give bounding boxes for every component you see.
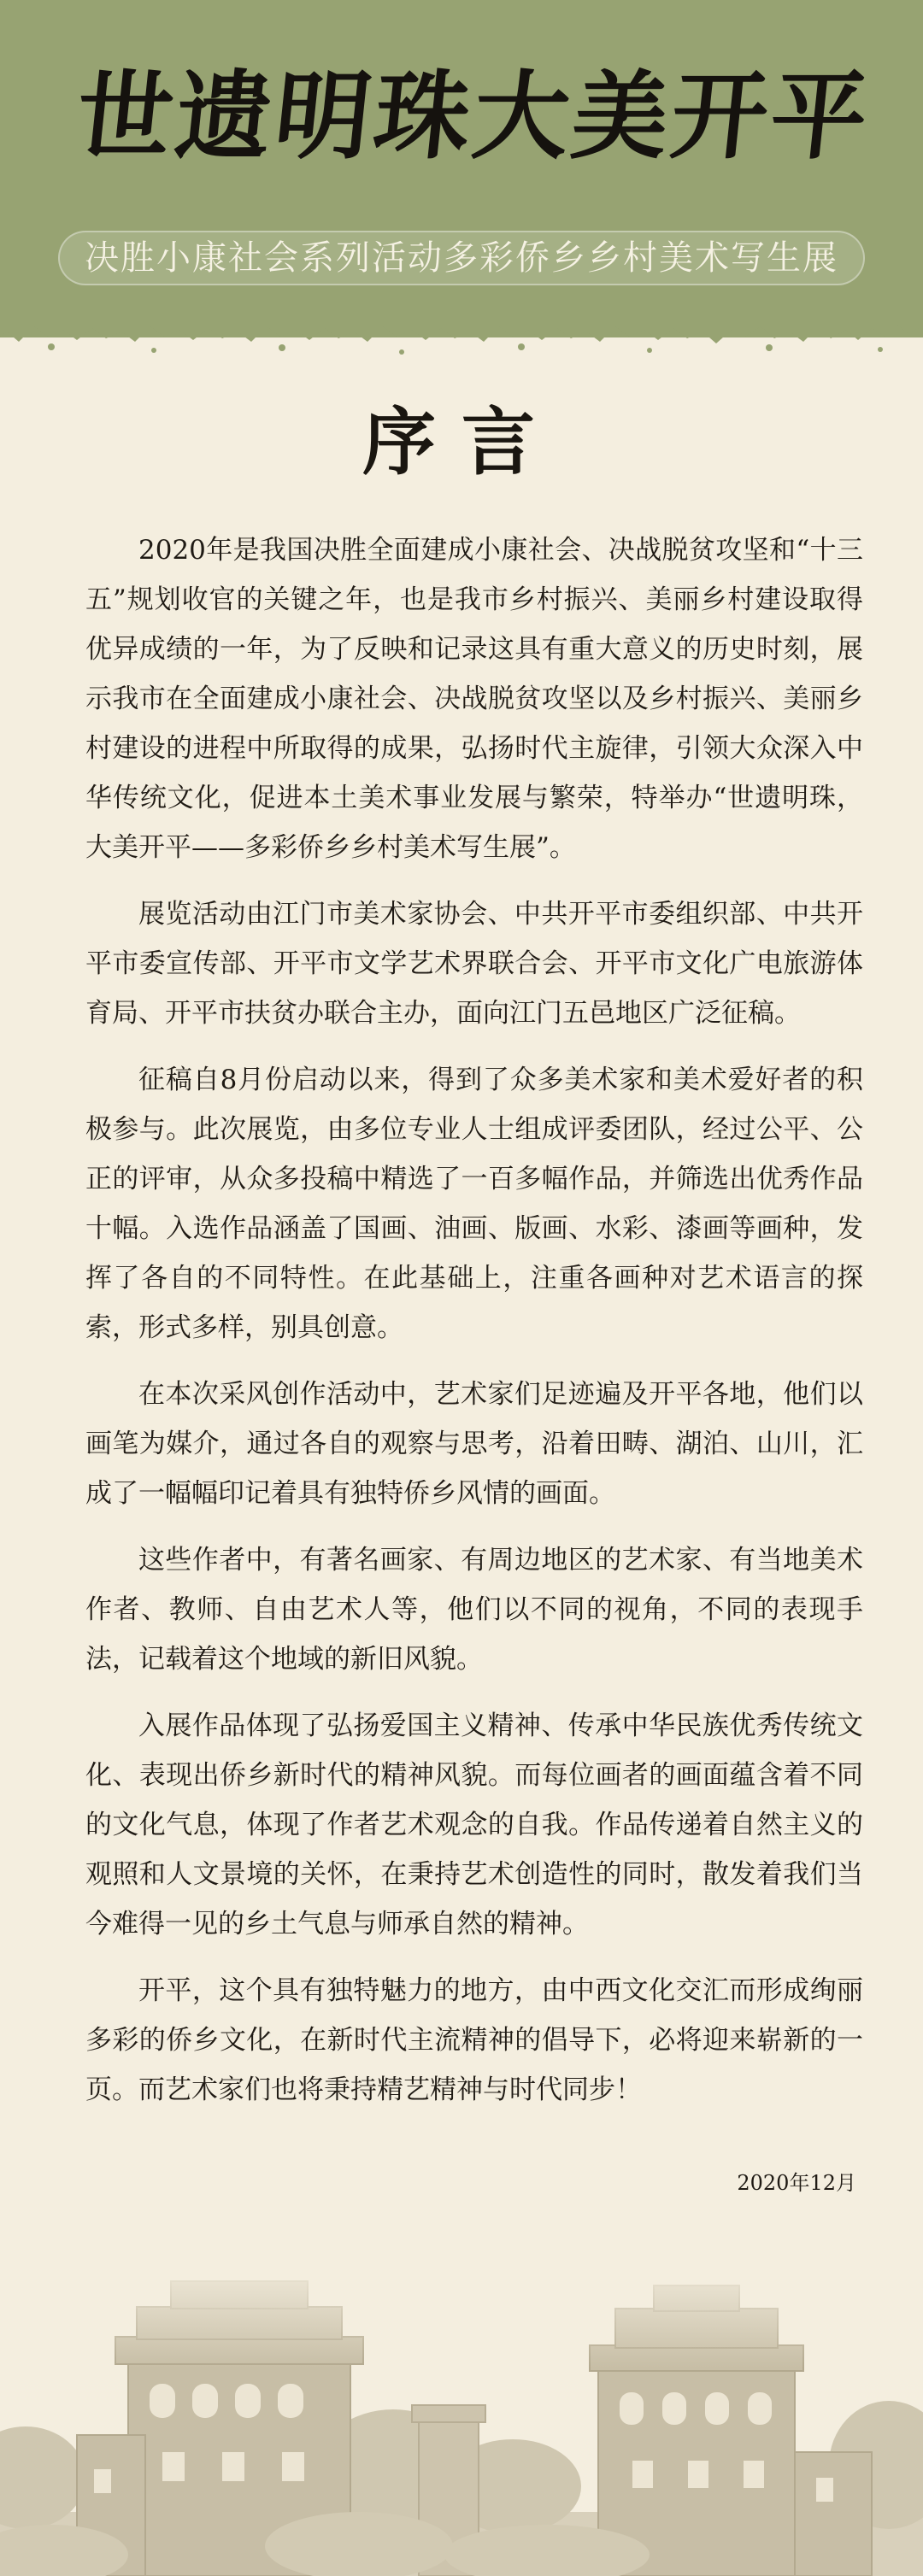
paragraph: 这些作者中，有著名画家、有周边地区的艺术家、有当地美术作者、教师、自由艺术人等，他们以不同的视角，不同的表现手法，记载着这个地域的新旧风貌。 bbox=[85, 1545, 863, 1675]
paragraph: 展览活动由江门市美术家协会、中共开平市委组织部、中共开平市委宣传部、开平市文学艺术界联合会、开平市文化广电旅游体育局、开平市扶贫办联合主办，面向江门五邑地区广泛征稿。 bbox=[85, 899, 863, 1029]
diaolou-scenery-illustration bbox=[0, 2256, 923, 2576]
paragraph: 在本次采风创作活动中，艺术家们足迹遍及开平各地，他们以画笔为媒介，通过各自的观察与思考，沿着田畴、湖泊、山川，汇成了一幅幅印记着具有独特侨乡风情的画面。 bbox=[85, 1379, 863, 1509]
header-torn-edge bbox=[0, 308, 923, 359]
paragraph: 征稿自8月份启动以来，得到了众多美术家和美术爱好者的积极参与。此次展览，由多位专业人士组成评委团队，经过公平、公正的评审，从众多投稿中精选了一百多幅作品，并筛选出优秀作品十幅。入选作品涵盖了国画、油画、版画、水彩、漆画等画种，发挥了各自的不同特性。在此基础上，注重各画种对艺术语言的探索，形式多样，别具创意。 bbox=[85, 1065, 863, 1343]
paragraph: 开平，这个具有独特魅力的地方，由中西文化交汇而形成绚丽多彩的侨乡文化，在新时代主流精神的倡导下，必将迎来崭新的一页。而艺术家们也将秉持精艺精神与时代同步！ bbox=[85, 1975, 863, 2105]
subtitle-banner: 决胜小康社会系列活动多彩侨乡乡村美术写生展 bbox=[58, 231, 865, 285]
preface-heading: 序言 bbox=[362, 399, 561, 485]
paragraph: 2020年是我国决胜全面建成小康社会、决战脱贫攻坚和“十三五”规划收官的关键之年，也是我市乡村振兴、美丽乡村建设取得优异成绩的一年，为了反映和记录这具有重大意义的历史时刻，展示我市在全面建成小康社会、决战脱贫攻坚以及乡村振兴、美丽乡村建设的进程中所取得的成果，弘扬时代主旋律，引领大众深入中华传统文化，促进本土美术事业发展与繁荣，特举办“世遗明珠，大美开平——多彩侨乡乡村美术写生展”。 bbox=[85, 535, 863, 863]
header-banner bbox=[0, 0, 923, 337]
calligraphy-title: 世遗明珠大美开平 bbox=[71, 61, 876, 173]
paragraph: 入展作品体现了弘扬爱国主义精神、传承中华民族优秀传统文化、表现出侨乡新时代的精神风貌。而每位画者的画面蕴含着不同的文化气息，体现了作者艺术观念的自我。作品传递着自然主义的观照和人文景境的关怀，在秉持艺术创造性的同时，散发着我们当今难得一见的乡土气息与师承自然的精神。 bbox=[85, 1710, 863, 1939]
preface-body bbox=[85, 525, 863, 2132]
preface-date: 2020年12月 bbox=[737, 2171, 856, 2195]
